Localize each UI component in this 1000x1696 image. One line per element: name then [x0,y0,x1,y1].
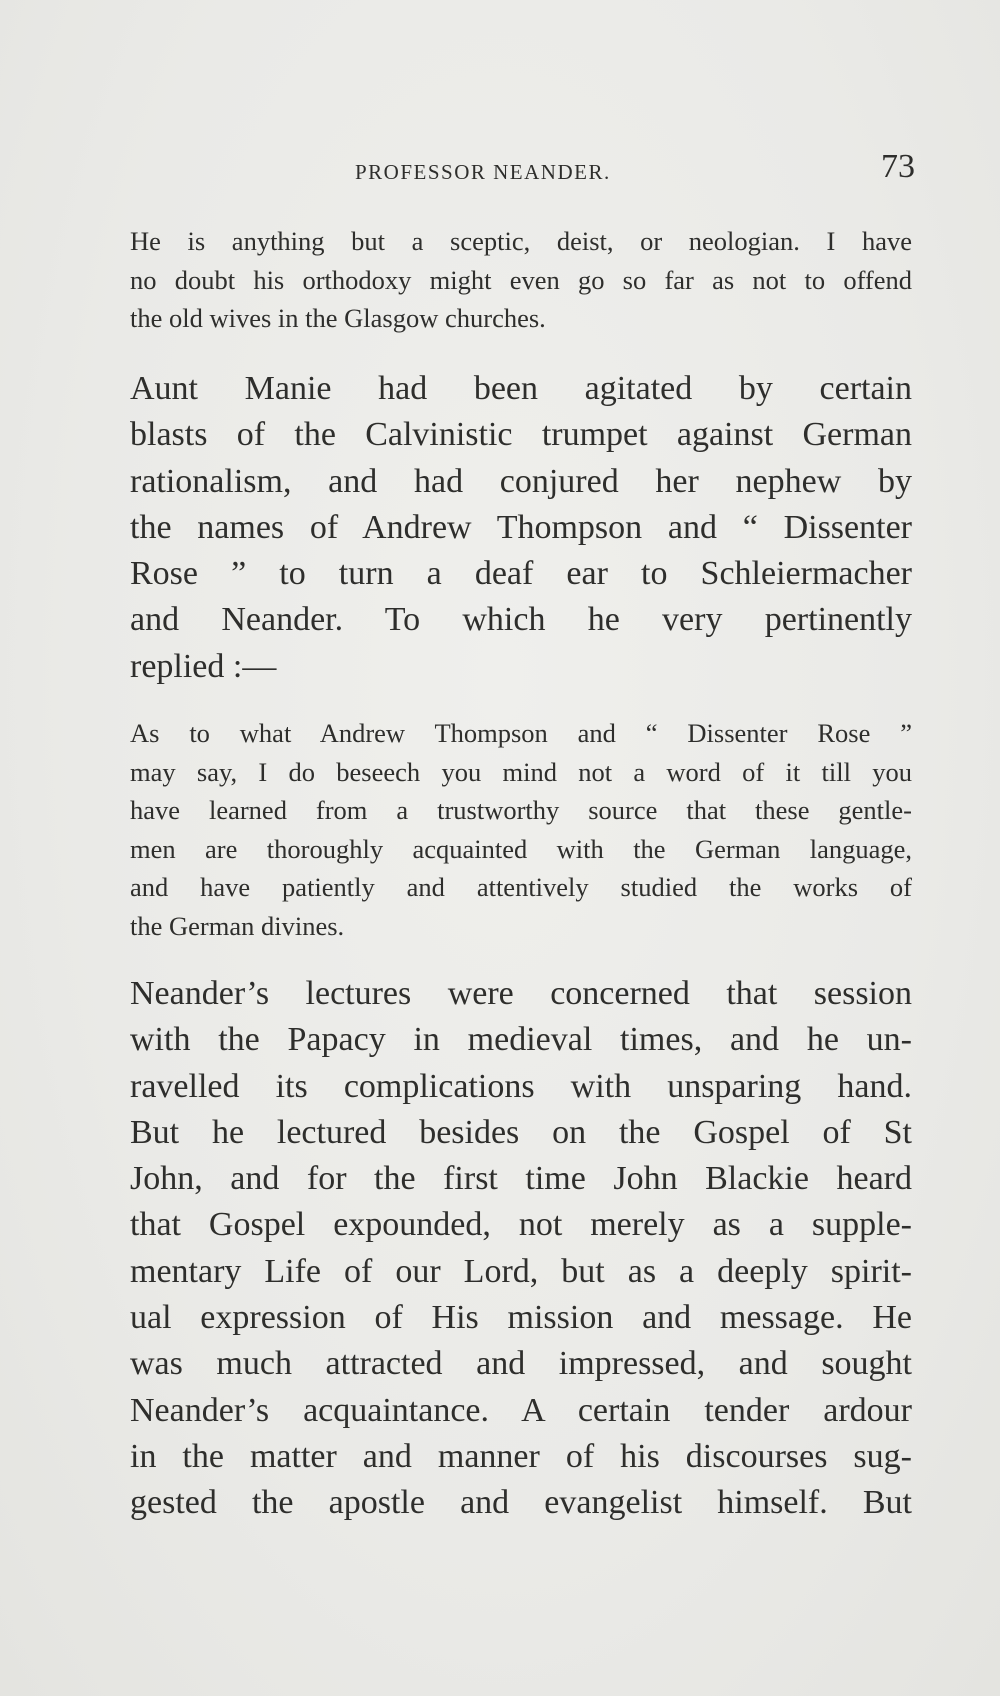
text-line: Neander’s acquaintance. A certain tender ardour [130,1391,912,1429]
text-line: in the matter and manner of his discourses sug- [130,1437,912,1475]
text-line: replied :— [130,647,277,685]
running-head [133,148,915,198]
running-title: PROFESSOR NEANDER. [355,160,611,184]
text-line: gested the apostle and evangelist himself. But [130,1484,912,1522]
text-line: Rose ” to turn a deaf ear to Schleiermacher [130,555,912,593]
text-line: men are thoroughly acquainted with the German language, [130,833,912,864]
text-line: But he lectured besides on the Gospel of St [130,1113,912,1151]
text-line: the names of Andrew Thompson and “ Dissenter [130,508,912,546]
text-line: rationalism, and had conjured her nephew by [130,462,912,500]
text-line: the old wives in the Glasgow churches. [130,303,546,333]
text-line: have learned from a trustworthy source that these gentle- [130,795,912,825]
text-line: and have patiently and attentively studied the works of [130,872,912,902]
text-line: the German divines. [130,910,345,941]
text-line: that Gospel expounded, not merely as a supple- [130,1206,912,1244]
text-line: may say, I do beseech you mind not a word of it till you [130,756,912,787]
body-paragraph-1 [130,366,912,690]
text-line: Neander’s lectures were concerned that session [130,975,912,1012]
body-paragraph-2 [130,971,912,1527]
text-line: ravelled its complications with unsparing hand. [130,1067,912,1105]
quote-paragraph-1 [130,222,912,338]
text-line: ual expression of His mission and message. He [130,1299,912,1337]
text-line: was much attracted and impressed, and sought [130,1345,912,1383]
text-line: blasts of the Calvinistic trumpet against German [130,416,912,454]
text-line: John, and for the first time John Blackie heard [130,1160,912,1198]
page-number: 73 [881,148,915,185]
text-line: with the Papacy in medieval times, and he un- [130,1021,912,1059]
quote-paragraph-2 [130,714,912,945]
text-line: Aunt Manie had been agitated by certain [130,370,912,407]
text-line: He is anything but a sceptic, deist, or neologian. I have [130,226,912,256]
text-line: and Neander. To which he very pertinently [130,601,912,639]
text-line: no doubt his orthodoxy might even go so far as not to offend [130,264,912,295]
text-line: As to what Andrew Thompson and “ Dissenter Rose ” [130,718,912,748]
text-line: mentary Life of our Lord, but as a deeply spirit- [130,1252,912,1290]
